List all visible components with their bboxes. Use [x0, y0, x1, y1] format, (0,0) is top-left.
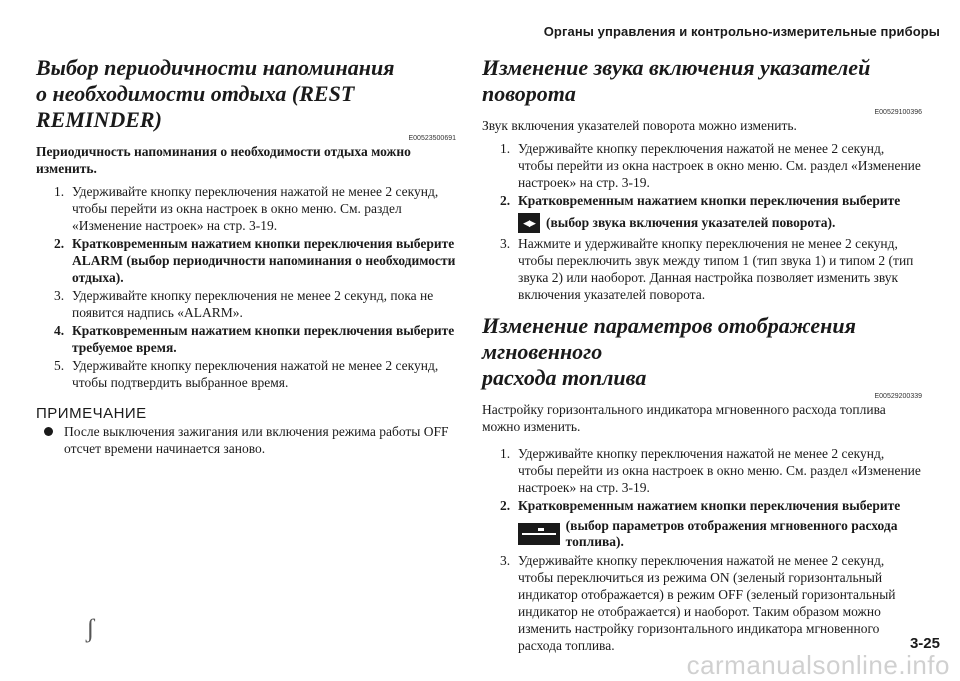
section-intro: Настройку горизонтального индикатора мгновенного расхода топлива можно изменить.: [482, 402, 886, 434]
section-intro: Звук включения указателей поворота можно изменить.: [482, 118, 797, 133]
step-number: 4.: [54, 323, 65, 338]
rest-reminder-title-line1: Выбор периодичности напоминания: [36, 55, 395, 80]
step-number: 5.: [54, 358, 65, 373]
step-item: [36, 287, 456, 321]
fuel-display-title: [482, 313, 922, 391]
step-text: Удерживайте кнопку переключения не менее 2 секунд, пока не появится надпись «ALARM».: [72, 288, 434, 320]
note-text: После выключения зажигания или включения режима работы OFF отсчет времени начинается заново.: [64, 424, 449, 456]
section-code: E00523500691: [408, 135, 456, 142]
step-item: [482, 497, 922, 514]
step-item: [482, 235, 922, 303]
step-item: [36, 322, 456, 356]
fuel-display-title-line2: расхода топлива: [482, 365, 647, 390]
scan-mark: ʃ: [86, 614, 95, 643]
step-item: [36, 235, 456, 286]
step-item: [36, 357, 456, 391]
right-column: [482, 55, 922, 655]
section-code: E00529200339: [874, 393, 922, 400]
section-intro: Периодичность напоминания о необходимости отдыха можно изменить.: [36, 144, 411, 176]
step-number: 2.: [54, 236, 65, 251]
turn-signal-sound-title: Изменение звука включения указателей поворота: [482, 55, 871, 106]
step-text: Удерживайте кнопку переключения нажатой не менее 2 секунд, чтобы перейти из окна настроек в окно меню. См. раздел «Изменение настроек» на стр. 3-19.: [72, 184, 439, 233]
fuel-bar-option-text: (выбор параметров отображения мгновенного расхода топлива).: [565, 518, 898, 549]
step-item: [482, 140, 922, 191]
watermark: carmanualsonline.info: [686, 650, 950, 680]
fuel-display-title-line1: Изменение параметров отображения мгновенного: [482, 313, 856, 364]
note-item: [36, 423, 456, 457]
step-item: [36, 183, 456, 234]
turn-signal-option-text: (выбор звука включения указателей поворота).: [546, 215, 836, 230]
step-text: Удерживайте кнопку переключения нажатой не менее 2 секунд, чтобы переключиться из режима ON (зеленый горизонтальный индикатор отображается) в режим OFF (зеленый горизонтальный индикатор не отображается) и наоборот. Таким образом можно изменить настройку горизонтального индикатора мгновенного расхода топлива.: [518, 553, 896, 653]
fuel-bar-option: [482, 518, 922, 550]
step-number: 2.: [500, 498, 511, 513]
note-title: ПРИМЕЧАНИЕ: [36, 405, 147, 422]
page-header: Органы управления и контрольно-измерительные приборы: [543, 24, 940, 39]
step-text: Удерживайте кнопку переключения нажатой не менее 2 секунд, чтобы перейти из окна настроек в окно меню. См. раздел «Изменение настроек» на стр. 3-19.: [518, 446, 921, 495]
step-item: [482, 192, 922, 209]
step-item: [482, 552, 922, 654]
fuel-display-steps-cont: [482, 552, 922, 654]
step-number: 2.: [500, 193, 511, 208]
rest-reminder-steps: [36, 183, 456, 391]
step-item: [482, 445, 922, 496]
section-code: E00529100396: [874, 109, 922, 116]
step-text: Кратковременным нажатием кнопки переключения выберите ALARM (выбор периодичности напоминания о необходимости отдыха).: [72, 236, 456, 285]
rest-reminder-title: [36, 55, 456, 133]
bullet-icon: [44, 427, 53, 436]
step-text: Нажмите и удерживайте кнопку переключения не менее 2 секунд, чтобы переключить звук между типом 1 (тип звука 1) и типом 2 (тип звука 2) или наоборот. Данная настройка позволяет изменить звук включения указателей поворота.: [518, 236, 914, 302]
step-number: 3.: [500, 236, 511, 251]
step-text: Кратковременным нажатием кнопки переключения выберите: [518, 498, 901, 513]
fuel-display-steps: [482, 445, 922, 514]
step-text: Удерживайте кнопку переключения нажатой не менее 2 секунд, чтобы подтвердить выбранное время.: [72, 358, 439, 390]
page-number: 3-25: [909, 635, 940, 652]
step-number: 3.: [54, 288, 65, 303]
turn-signal-steps: [482, 140, 922, 209]
turn-signal-steps-cont: [482, 235, 922, 303]
step-number: 1.: [54, 184, 65, 199]
turn-signal-icon: ◀▶: [518, 213, 540, 233]
turn-signal-option: [482, 213, 922, 233]
step-text: Кратковременным нажатием кнопки переключения выберите требуемое время.: [72, 323, 455, 355]
step-text: Удерживайте кнопку переключения нажатой не менее 2 секунд, чтобы перейти из окна настроек в окно меню. См. раздел «Изменение настроек» на стр. 3-19.: [518, 141, 921, 190]
step-text: Кратковременным нажатием кнопки переключения выберите: [518, 193, 901, 208]
rest-reminder-title-line2: о необходимости отдыха (REST REMINDER): [36, 81, 355, 132]
step-number: 3.: [500, 553, 511, 568]
left-column: [36, 55, 456, 457]
step-number: 1.: [500, 141, 511, 156]
step-number: 1.: [500, 446, 511, 461]
fuel-bar-icon: [518, 523, 560, 545]
